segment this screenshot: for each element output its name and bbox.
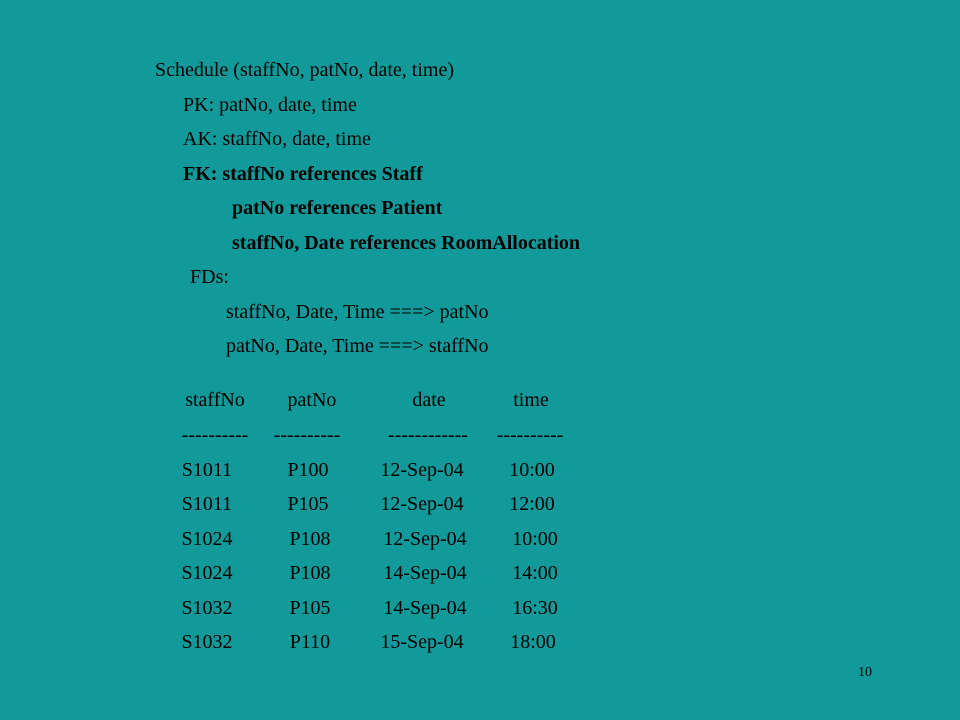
- table-row-3-staffno: S1024: [181, 528, 233, 550]
- table-row-6-time: 18:00: [510, 631, 556, 653]
- primary-key-line: PK: patNo, date, time: [183, 94, 357, 116]
- table-row-2-patno: P105: [287, 493, 329, 515]
- table-row-1-time: 10:00: [509, 459, 555, 481]
- table-row-5-staffno: S1032: [181, 597, 233, 619]
- table-row-2-time: 12:00: [509, 493, 555, 515]
- table-row-5-date: 14-Sep-04: [383, 597, 467, 619]
- table-row-3-date: 12-Sep-04: [383, 528, 467, 550]
- table-row-6-date: 15-Sep-04: [380, 631, 464, 653]
- foreign-key-line-3: staffNo, Date references RoomAllocation: [232, 232, 581, 254]
- table-row-2-date: 12-Sep-04: [380, 493, 464, 515]
- table-header-time: time: [513, 389, 549, 411]
- table-row-1-staffno: S1011: [181, 459, 233, 481]
- table-separator-date: ------------: [388, 424, 468, 446]
- table-row-5-time: 16:30: [512, 597, 558, 619]
- table-row-4-patno: P108: [289, 562, 331, 584]
- foreign-key-line-2: patNo references Patient: [232, 197, 443, 219]
- page-number: 10: [858, 665, 872, 680]
- foreign-key-line-1: FK: staffNo references Staff: [183, 163, 423, 185]
- table-header-staffno: staffNo: [185, 389, 245, 411]
- table-row-1-patno: P100: [287, 459, 329, 481]
- table-separator-time: ----------: [496, 424, 564, 446]
- table-row-6-patno: P110: [289, 631, 331, 653]
- table-separator-patno: ----------: [273, 424, 341, 446]
- table-row-4-time: 14:00: [512, 562, 558, 584]
- table-row-3-time: 10:00: [512, 528, 558, 550]
- table-row-1-date: 12-Sep-04: [380, 459, 464, 481]
- fds-label: FDs:: [190, 266, 229, 288]
- table-row-2-staffno: S1011: [181, 493, 233, 515]
- functional-dependency-1: staffNo, Date, Time ===> patNo: [226, 301, 489, 323]
- table-row-4-date: 14-Sep-04: [383, 562, 467, 584]
- table-row-6-staffno: S1032: [181, 631, 233, 653]
- table-row-4-staffno: S1024: [181, 562, 233, 584]
- functional-dependency-2: patNo, Date, Time ===> staffNo: [226, 335, 489, 357]
- table-header-date: date: [412, 389, 446, 411]
- alternate-key-line: AK: staffNo, date, time: [183, 128, 371, 150]
- table-header-patno: patNo: [287, 389, 337, 411]
- table-separator-staffno: ----------: [181, 424, 249, 446]
- table-row-5-patno: P105: [289, 597, 331, 619]
- table-row-3-patno: P108: [289, 528, 331, 550]
- schema-heading: Schedule (staffNo, patNo, date, time): [155, 59, 454, 81]
